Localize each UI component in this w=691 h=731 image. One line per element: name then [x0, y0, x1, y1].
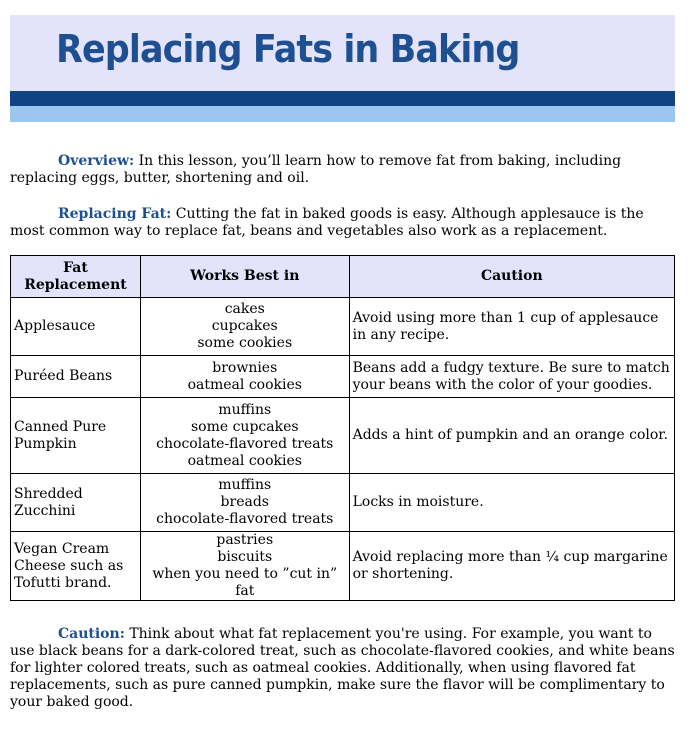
works-item: cakes — [224, 301, 265, 317]
works-item: chocolate-flavored treats — [156, 511, 334, 527]
works-best-cell — [140, 474, 349, 532]
caution-cell: Beans add a fudgy texture. Be sure to match your beans with the color of your goodies. — [349, 356, 674, 398]
caution-cell: Avoid using more than 1 cup of applesauce in any recipe. — [349, 298, 674, 356]
works-item: muffins — [218, 477, 272, 493]
table-row — [11, 474, 675, 532]
header-divider-light — [10, 106, 675, 122]
replacement-cell: Shredded Zucchini — [11, 474, 141, 532]
works-item: chocolate-flavored treats — [156, 435, 334, 452]
caution-paragraph — [10, 626, 675, 711]
replacement-cell: Canned Pure Pumpkin — [11, 398, 141, 474]
column-header-works-best-in: Works Best in — [140, 256, 349, 298]
works-item: oatmeal cookies — [187, 452, 302, 469]
replacing-fat-text: Cutting the fat in baked goods is easy. Although applesauce is the most common way to replace fat, beans and vegetables also work as a replacement. — [10, 206, 644, 239]
works-item: oatmeal cookies — [187, 376, 302, 393]
works-item: some cupcakes — [190, 418, 299, 435]
table-row — [11, 356, 675, 398]
caution-cell: Avoid replacing more than ¼ cup margarine or shortening. — [349, 532, 674, 601]
works-item: when you need to ”cut in” fat — [152, 566, 338, 599]
replacement-cell: Vegan Cream Cheese such as Tofutti brand. — [11, 532, 141, 601]
overview-text: In this lesson, you’ll learn how to remove fat from baking, including replacing eggs, butter, shortening and oil. — [10, 153, 622, 186]
header-divider-dark — [10, 91, 675, 106]
replacing-fat-label: Replacing Fat: — [58, 206, 172, 222]
page-title: Replacing Fats in Baking — [56, 27, 520, 71]
works-item: cupcakes — [211, 318, 278, 334]
table-row — [11, 398, 675, 474]
fat-replacement-table — [10, 255, 675, 601]
works-item: muffins — [218, 401, 272, 418]
works-best-cell — [140, 356, 349, 398]
works-item: biscuits — [217, 549, 273, 565]
works-best-cell — [140, 398, 349, 474]
caution-text: Think about what fat replacement you're using. For example, you want to use black beans for a dark-colored treat, such as chocolate-flavored cookies, and white beans for lighter colored treats, such as oatmeal cookies. Additionally, when using flavored fat replacements, such as pure canned pumpkin, make sure the flavor will be complimentary to your baked good. — [10, 626, 675, 710]
header-banner — [10, 15, 675, 91]
works-item: brownies — [212, 359, 278, 376]
replacement-cell: Applesauce — [11, 298, 141, 356]
table-header-row — [11, 256, 675, 298]
column-header-caution: Caution — [349, 256, 674, 298]
works-item: pastries — [216, 532, 274, 548]
caution-cell: Locks in moisture. — [349, 474, 674, 532]
replacing-fat-paragraph — [10, 206, 675, 240]
replacement-cell: Puréed Beans — [11, 356, 141, 398]
overview-paragraph — [10, 153, 675, 187]
column-header-fat-replacement: Fat Replacement — [11, 256, 141, 298]
caution-cell: Adds a hint of pumpkin and an orange color. — [349, 398, 674, 474]
works-item: breads — [220, 494, 269, 510]
works-item: some cookies — [197, 335, 293, 351]
works-best-cell — [140, 532, 349, 601]
caution-label: Caution: — [58, 626, 125, 642]
overview-label: Overview: — [58, 153, 135, 169]
works-best-cell — [140, 298, 349, 356]
table-row — [11, 532, 675, 601]
table-row — [11, 298, 675, 356]
